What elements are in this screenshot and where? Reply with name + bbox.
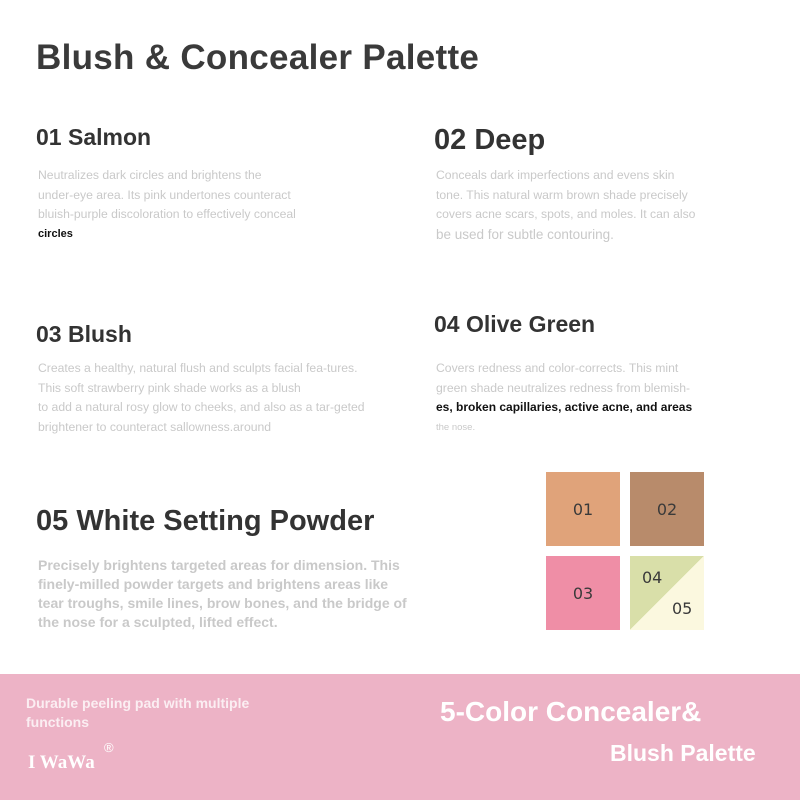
swatch-02-label: 02	[656, 499, 678, 519]
product-name-line-1: 5-Color Concealer&	[440, 696, 702, 727]
shade-01-line-2: under-eye area. Its pink undertones counteract	[38, 187, 291, 202]
shade-02-line-3: covers acne scars, spots, and moles. It can also	[436, 207, 696, 221]
shade-01-heading: 01 Salmon	[36, 124, 152, 150]
shade-03-line-4: brightener to counteract sallowness.around	[38, 419, 272, 434]
shade-04-heading: 04 Olive Green	[434, 311, 596, 337]
shade-02-heading: 02 Deep	[434, 124, 546, 156]
swatch-04-05	[630, 556, 704, 630]
swatch-04-label: 04	[642, 568, 663, 587]
shade-05-line-2: finely-milled powder targets and brightens areas like	[38, 576, 389, 592]
shade-05-line-4: the nose for a sculpted, lifted effect.	[38, 614, 278, 630]
shade-01-line-3: bluish-purple discoloration to effectively conceal	[38, 207, 296, 221]
shade-05-heading: 05 White Setting Powder	[36, 505, 375, 537]
shade-02-line-1: Conceals dark imperfections and evens skin	[436, 168, 675, 182]
shade-01-description	[38, 166, 368, 244]
shade-04-line-3: es, broken capillaries, active acne, and areas	[436, 400, 693, 414]
registered-mark: ®	[104, 740, 114, 755]
shade-02-description	[436, 166, 776, 244]
shade-05-line-1: Precisely brightens targeted areas for dimension. This	[38, 557, 400, 573]
swatch-03-label: 03	[572, 583, 594, 603]
shade-04-line-1: Covers redness and color-corrects. This mint	[436, 361, 679, 375]
shade-04-line-4: the nose.	[436, 421, 476, 433]
shade-03-line-2: This soft strawberry pink shade works as a blush	[38, 380, 301, 395]
brand-logo: I WaWa	[28, 752, 95, 773]
swatch-01-label: 01	[572, 499, 594, 519]
shade-04-description	[436, 359, 766, 437]
shade-01-line-1: Neutralizes dark circles and brightens the	[38, 168, 262, 182]
shade-03-heading: 03 Blush	[36, 321, 132, 347]
shade-05-line-3: tear troughs, smile lines, brow bones, and the bridge of	[38, 595, 407, 611]
shade-03-description	[38, 359, 418, 437]
shade-04-line-2: green shade neutralizes redness from blemish-	[436, 380, 691, 395]
shade-01-line-4: circles	[38, 227, 73, 240]
footer-tagline: Durable peeling pad with multiple functions	[26, 695, 250, 730]
shade-02-line-4: be used for subtle contouring.	[436, 226, 614, 242]
product-name-line-2: Blush Palette	[610, 740, 756, 766]
shade-02-line-2: tone. This natural warm brown shade precisely	[436, 187, 688, 202]
shade-05-description	[38, 556, 468, 632]
page-title: Blush & Concealer Palette	[36, 38, 480, 77]
footer-banner	[0, 674, 800, 800]
shade-03-line-1: Creates a healthy, natural flush and sculpts facial fea-tures.	[38, 361, 358, 375]
swatch-05-label: 05	[672, 599, 693, 618]
swatch-03	[546, 556, 620, 630]
swatch-02	[630, 472, 704, 546]
swatch-01	[546, 472, 620, 546]
shade-03-line-3: to add a natural rosy glow to cheeks, and also as a tar-geted	[38, 400, 365, 414]
